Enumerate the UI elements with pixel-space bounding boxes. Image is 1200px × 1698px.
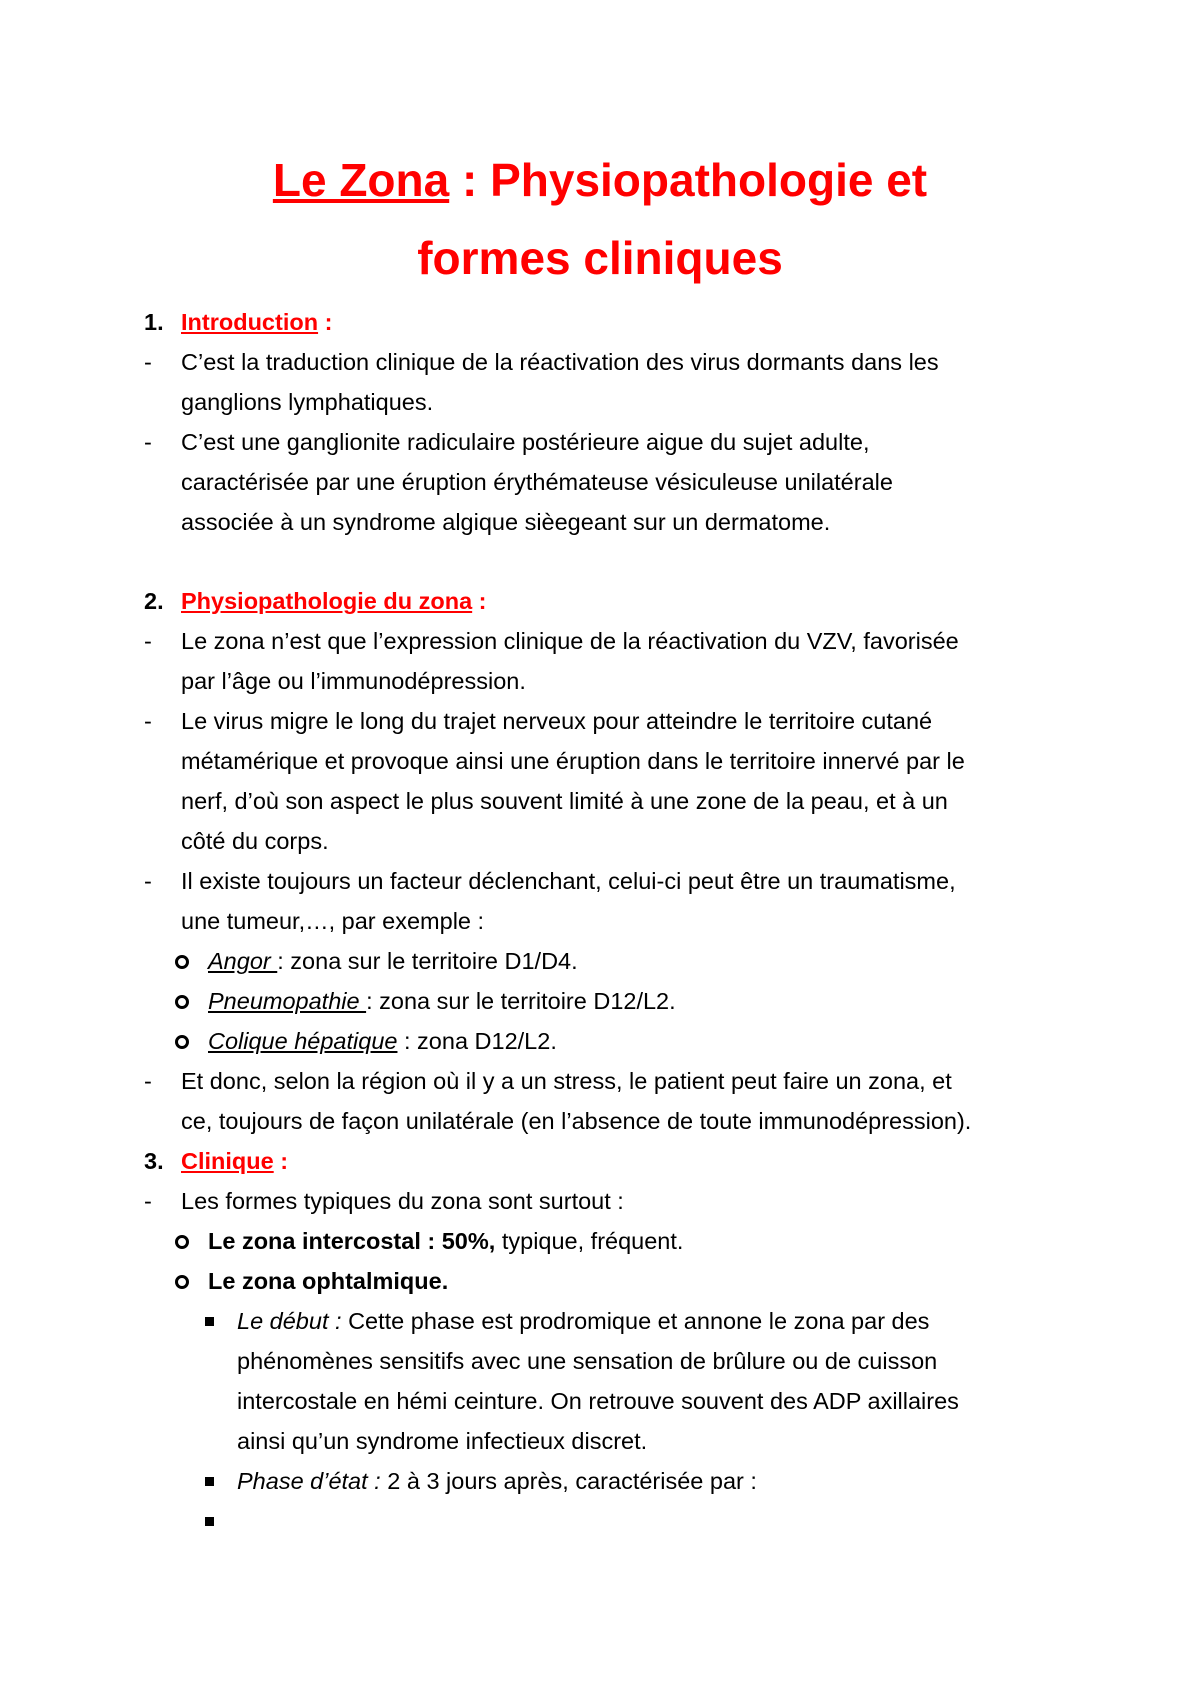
title-underlined: Le Zona bbox=[272, 154, 450, 206]
section-number: 2. bbox=[144, 588, 164, 614]
paragraph-line: par l’âge ou l’immunodépression. bbox=[181, 668, 526, 694]
phase-text: 2 à 3 jours après, caractérisée par : bbox=[380, 1468, 757, 1494]
form-item bbox=[208, 1226, 683, 1256]
example-item bbox=[208, 946, 578, 976]
circle-bullet-icon bbox=[175, 1275, 189, 1289]
section-number: 1. bbox=[144, 309, 164, 335]
circle-bullet-icon bbox=[175, 1035, 189, 1049]
phase-line: intercostale en hémi ceinture. On retrouve souvent des ADP axillaires bbox=[237, 1388, 959, 1414]
paragraph-line: ganglions lymphatiques. bbox=[181, 389, 434, 415]
example-term: Colique hépatique bbox=[208, 1028, 398, 1054]
square-bullet-icon bbox=[205, 1317, 214, 1326]
phase-term: Phase d’état : bbox=[237, 1468, 381, 1494]
section-3-title bbox=[181, 1146, 288, 1176]
bullet-dash: - bbox=[144, 349, 152, 375]
paragraph-line: côté du corps. bbox=[181, 828, 329, 854]
bullet-dash: - bbox=[144, 1068, 152, 1094]
circle-bullet-icon bbox=[175, 1235, 189, 1249]
paragraph-line: Les formes typiques du zona sont surtout : bbox=[181, 1188, 624, 1214]
paragraph-line: C’est la traduction clinique de la réactivation des virus dormants dans les bbox=[181, 349, 939, 375]
form-item bbox=[208, 1266, 448, 1296]
example-term: Angor bbox=[208, 948, 278, 974]
paragraph-line: nerf, d’où son aspect le plus souvent limité à une zone de la peau, et à un bbox=[181, 788, 948, 814]
example-text: : zona sur le territoire D12/L2. bbox=[366, 988, 676, 1014]
bullet-dash: - bbox=[144, 628, 152, 654]
example-term: Pneumopathie bbox=[208, 988, 367, 1014]
section-2-heading bbox=[144, 586, 164, 616]
section-heading-text: Physiopathologie du zona bbox=[181, 588, 473, 614]
form-name: Le zona intercostal : 50%, bbox=[208, 1228, 496, 1254]
bullet-dash: - bbox=[144, 868, 152, 894]
bullet-dash: - bbox=[144, 1188, 152, 1214]
form-name: Le zona ophtalmique. bbox=[208, 1268, 449, 1294]
form-text: typique, fréquent. bbox=[495, 1228, 684, 1254]
paragraph-line: Le zona n’est que l’expression clinique de la réactivation du VZV, favorisée bbox=[181, 628, 959, 654]
example-text: : zona sur le territoire D1/D4. bbox=[277, 948, 578, 974]
page-title bbox=[0, 152, 1200, 208]
square-bullet-icon bbox=[205, 1477, 214, 1486]
circle-bullet-icon bbox=[175, 995, 189, 1009]
phase-line: ainsi qu’un syndrome infectieux discret. bbox=[237, 1428, 648, 1454]
phase-text: Cette phase est prodromique et annone le zona par des bbox=[341, 1308, 930, 1334]
paragraph-line: métamérique et provoque ainsi une éruption dans le territoire innervé par le bbox=[181, 748, 965, 774]
section-heading-text: Clinique bbox=[181, 1148, 274, 1174]
paragraph-line: Il existe toujours un facteur déclenchant, celui-ci peut être un traumatisme, bbox=[181, 868, 956, 894]
section-1-heading bbox=[144, 307, 164, 337]
square-bullet-icon bbox=[205, 1517, 214, 1526]
circle-bullet-icon bbox=[175, 955, 189, 969]
example-item bbox=[208, 1026, 557, 1056]
bullet-dash: - bbox=[144, 429, 152, 455]
section-heading-text: Introduction bbox=[181, 309, 319, 335]
paragraph-line: associée à un syndrome algique sièegeant sur un dermatome. bbox=[181, 509, 831, 535]
phase-term: Le début : bbox=[237, 1308, 342, 1334]
bullet-dash: - bbox=[144, 708, 152, 734]
section-3-heading bbox=[144, 1146, 164, 1176]
section-heading-colon: : bbox=[273, 1148, 289, 1174]
section-heading-colon: : bbox=[318, 309, 333, 335]
section-2-title bbox=[181, 586, 487, 616]
example-text: : zona D12/L2. bbox=[397, 1028, 557, 1054]
paragraph-line: Le virus migre le long du trajet nerveux pour atteindre le territoire cutané bbox=[181, 708, 933, 734]
section-1-title bbox=[181, 307, 332, 337]
example-item bbox=[208, 986, 676, 1016]
paragraph-line: C’est une ganglionite radiculaire postérieure aigue du sujet adulte, bbox=[181, 429, 870, 455]
phase-line bbox=[237, 1306, 929, 1336]
phase-line bbox=[237, 1466, 757, 1496]
paragraph-line: ce, toujours de façon unilatérale (en l’absence de toute immunodépression). bbox=[181, 1108, 972, 1134]
section-heading-colon: : bbox=[472, 588, 487, 614]
paragraph-line: une tumeur,…, par exemple : bbox=[181, 908, 485, 934]
page-title-line2: formes cliniques bbox=[417, 232, 783, 284]
section-number: 3. bbox=[144, 1148, 164, 1174]
title-rest: : Physiopathologie et bbox=[449, 154, 928, 206]
paragraph-line: caractérisée par une éruption érythémateuse vésiculeuse unilatérale bbox=[181, 469, 893, 495]
paragraph-line: Et donc, selon la région où il y a un stress, le patient peut faire un zona, et bbox=[181, 1068, 952, 1094]
phase-line: phénomènes sensitifs avec une sensation de brûlure ou de cuisson bbox=[237, 1348, 938, 1374]
